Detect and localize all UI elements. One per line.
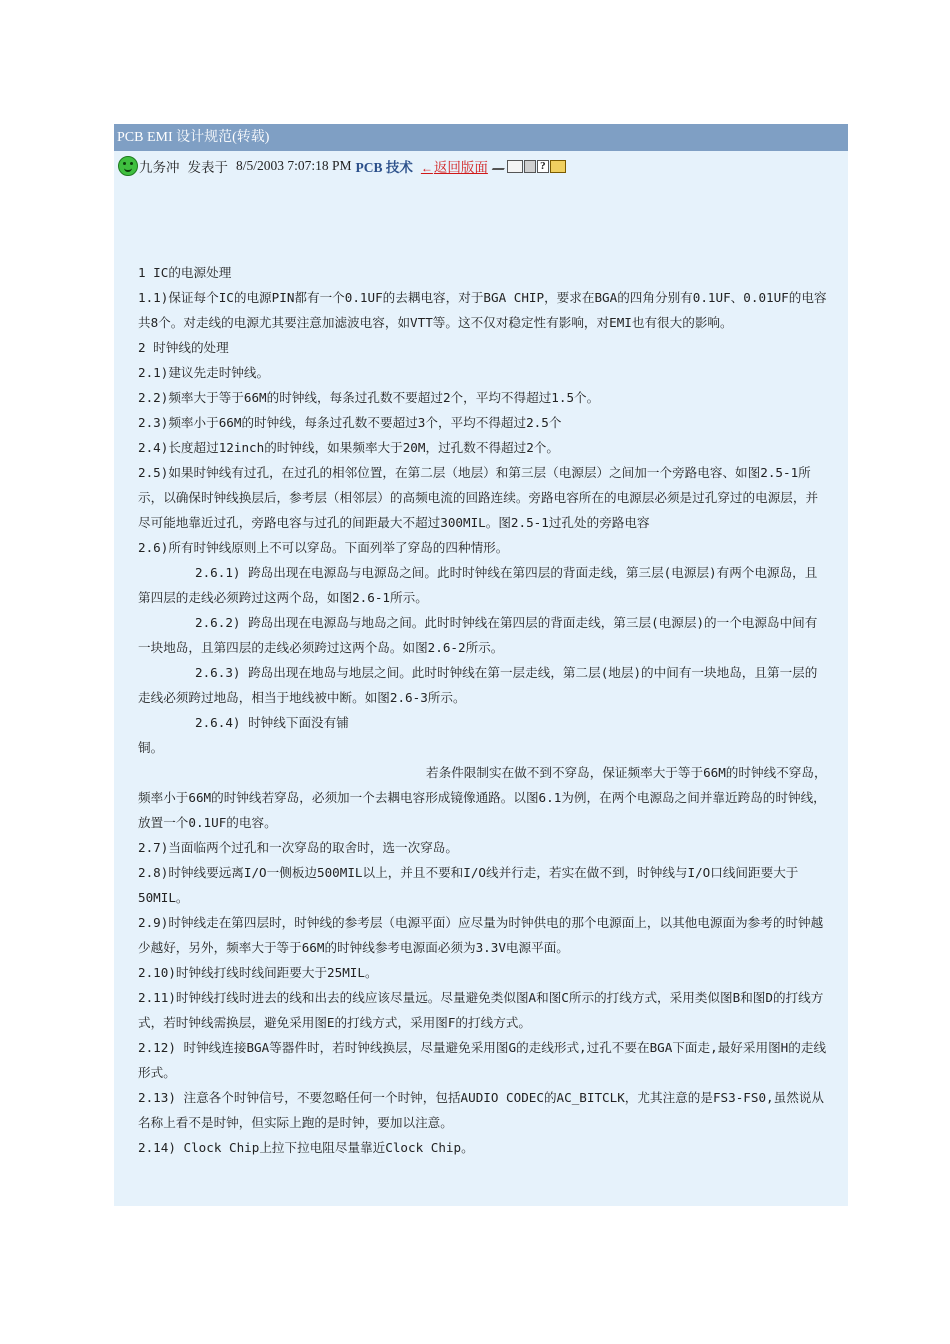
sub-paragraph: 2.6.4) 时钟线下面没有铺: [195, 715, 349, 730]
paragraph: 2.13) 注意各个时钟信号，不要忽略任何一个时钟，包括AUDIO CODEC的AC_BITCLK，尤其注意的是FS3-FS0,虽然说从名称上看不是时钟，但实际上跑的是时钟，要加以注意。: [138, 1090, 824, 1130]
help-icon[interactable]: ?: [537, 160, 549, 173]
pencil-icon[interactable]: [492, 162, 509, 170]
section-heading: 2 时钟线的处理: [138, 340, 229, 355]
paragraph: 2.9)时钟线走在第四层时，时钟线的参考层（电源平面）应尽量为时钟供电的那个电源面上，以其他电源面为参考的时钟越少越好，另外，频率大于等于66M的时钟线参考电源面必须为3.3V电源平面。: [138, 915, 824, 955]
star-icon[interactable]: [550, 160, 566, 173]
back-to-board-link[interactable]: [421, 156, 488, 176]
paragraph: 2.10)时钟线打线时线间距要大于25MIL。: [138, 965, 378, 980]
paragraph: 铜。: [138, 740, 164, 755]
paragraph: 2.3)频率小于66M的时钟线，每条过孔数不要超过3个，平均不得超过2.5个: [138, 415, 562, 430]
sub-paragraph: 2.6.1) 跨岛出现在电源岛与电源岛之间。此时时钟线在第四层的背面走线，第三层(电源层)有两个电源岛，且第四层的走线必须跨过这两个岛，如图2.6-1所示。: [138, 565, 818, 605]
paragraph: 2.4)长度超过12inch的时钟线，如果频率大于20M，过孔数不得超过2个。: [138, 440, 559, 455]
paragraph: 若条件限制实在做不到不穿岛，保证频率大于等于66M的时钟线不穿岛，频率小于66M的时钟线若穿岛，必须加一个去耦电容形成镜像通路。以图6.1为例，在两个电源岛之间并靠近跨岛的时钟线，放置一个0.1UF的电容。: [138, 765, 827, 830]
author-name[interactable]: 九务冲: [139, 160, 180, 175]
paragraph: 2.11)时钟线打线时进去的线和出去的线应该尽量远。尽量避免类似图A和图C所示的打线方式，采用类似图B和图D的打线方式，若时钟线需换层，避免采用图E的打线方式，采用图F的打线方式。: [138, 990, 824, 1030]
post-body: [138, 260, 828, 1160]
section-heading: 1 IC的电源处理: [138, 265, 232, 280]
paragraph: 2.7)当面临两个过孔和一次穿岛的取舍时，选一次穿岛。: [138, 840, 458, 855]
post-title: PCB EMI 设计规范(转载): [114, 124, 848, 151]
back-link-label: 返回版面: [433, 160, 488, 175]
paragraph: 1.1)保证每个IC的电源PIN都有一个0.1UF的去耦电容，对于BGA CHIP，要求在BGA的四角分别有0.1UF、0.01UF的电容共8个。对走线的电源尤其要注意加滤波电容，如VTT等。这不仅对稳定性有影响，对EMI也有很大的影响。: [138, 290, 827, 330]
post-panel: [114, 124, 848, 1206]
mail-icon[interactable]: [507, 160, 523, 173]
forum-link[interactable]: PCB 技术: [355, 160, 413, 175]
sub-paragraph: 2.6.2) 跨岛出现在电源岛与地岛之间。此时时钟线在第四层的背面走线，第三层(电源层)的一个电源岛中间有一块地岛，且第四层的走线必须跨过这两个岛。如图2.6-2所示。: [138, 615, 818, 655]
post-datetime: 8/5/2003 7:07:18 PM: [236, 158, 352, 173]
user-icon[interactable]: [524, 160, 536, 173]
paragraph: 2.5)如果时钟线有过孔，在过孔的相邻位置，在第二层（地层）和第三层（电源层）之间加一个旁路电容、如图2.5-1所示，以确保时钟线换层后，参考层（相邻层）的高频电流的回路连续。旁路电容所在的电源层必须是过孔穿过的电源层，并尽可能地靠近过孔，旁路电容与过孔的间距最大不超过300MIL。图2.5-1过孔处的旁路电容: [138, 465, 819, 530]
paragraph: 2.12) 时钟线连接BGA等器件时，若时钟线换层，尽量避免采用图G的走线形式,过孔不要在BGA下面走,最好采用图H的走线形式。: [138, 1040, 827, 1080]
paragraph: 2.6)所有时钟线原则上不可以穿岛。下面列举了穿岛的四种情形。: [138, 540, 509, 555]
posted-label: 发表于: [187, 160, 228, 175]
paragraph: 2.14) Clock Chip上拉下拉电阻尽量靠近Clock Chip。: [138, 1140, 474, 1155]
smiley-icon: [118, 156, 138, 176]
post-action-icons: [494, 160, 567, 173]
paragraph: 2.1)建议先走时钟线。: [138, 365, 270, 380]
back-arrow-icon: ←: [420, 161, 433, 175]
post-meta: [118, 154, 567, 178]
paragraph: 2.2)频率大于等于66M的时钟线，每条过孔数不要超过2个，平均不得超过1.5个。: [138, 390, 600, 405]
sub-paragraph: 2.6.3) 跨岛出现在地岛与地层之间。此时时钟线在第一层走线，第二层(地层)的中间有一块地岛，且第一层的走线必须跨过地岛，相当于地线被中断。如图2.6-3所示。: [138, 665, 818, 705]
paragraph: 2.8)时钟线要远离I/O一侧板边500MIL以上，并且不要和I/O线并行走，若实在做不到，时钟线与I/O口线间距要大于50MIL。: [138, 865, 799, 905]
